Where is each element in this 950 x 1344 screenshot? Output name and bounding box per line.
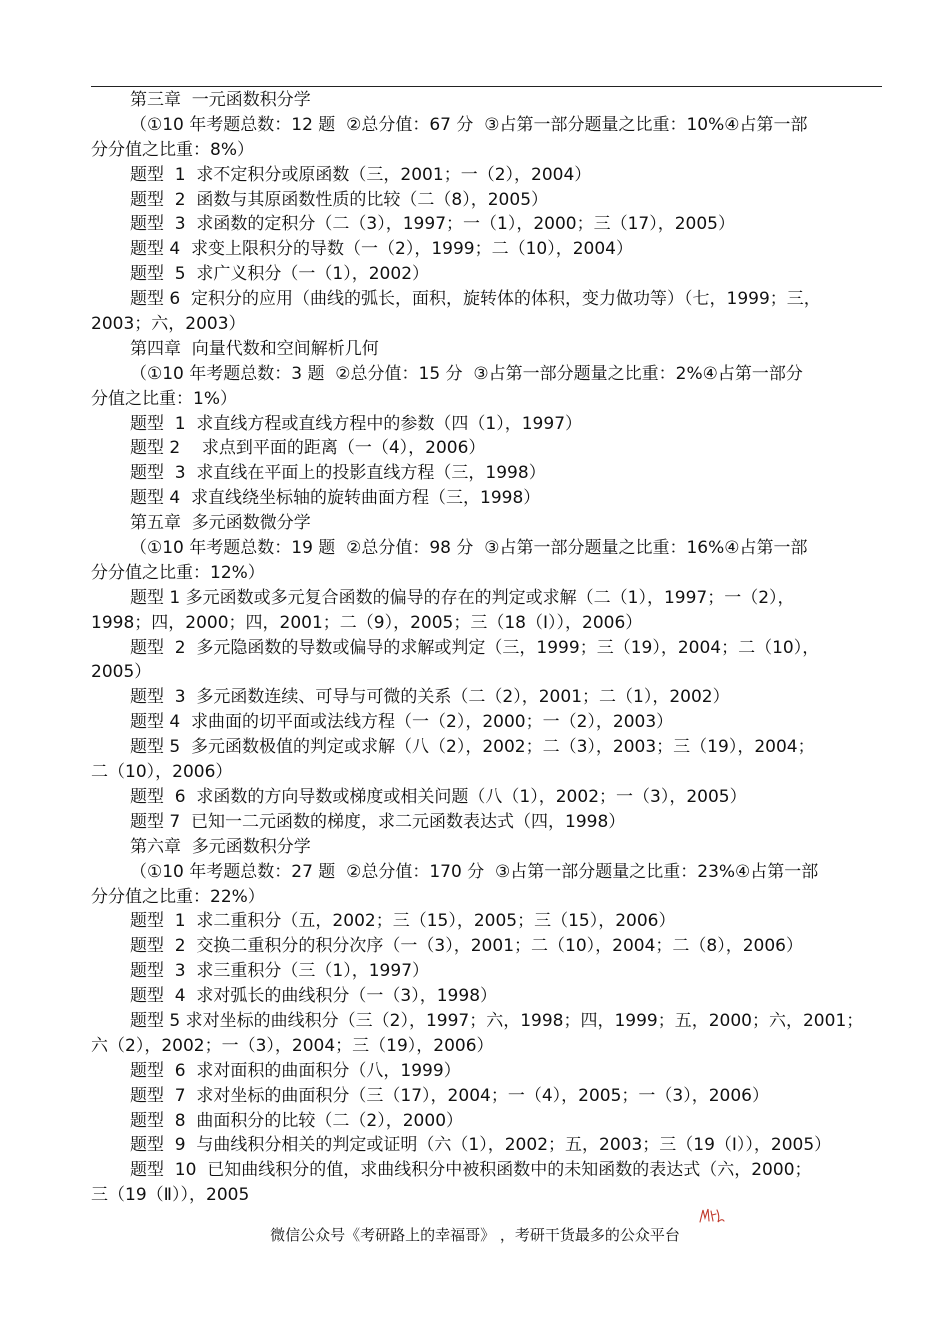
text-line: （①10 年考题总数：27 题 ②总分值：170 分 ③占第一部分题量之比重：23%④占第一部 xyxy=(130,861,819,882)
text-line: 题型 3 求三重积分（三（1），1997） xyxy=(130,961,430,982)
text-line: 题型 2 交换二重积分的积分次序（一（3），2001；二（10），2004；二（8），2006） xyxy=(130,936,803,957)
text-line: 题型 2 函数与其原函数性质的比较（二（8），2005） xyxy=(130,189,549,210)
text-line: 第三章 一元函数积分学 xyxy=(130,90,311,110)
text-line: 题型 3 求函数的定积分（二（3），1997；一（1），2000；三（17），2005） xyxy=(130,214,735,235)
text-line: 题型 1 求不定积分或原函数（三，2001；一（2），2004） xyxy=(130,164,592,185)
text-line: 分分值之比重：12%） xyxy=(91,562,265,583)
text-line: 题型 1 多元函数或多元复合函数的偏导的存在的判定或求解（二（1），1997；一（2）， xyxy=(130,587,795,608)
text-line: 题型 7 已知一二元函数的梯度，求二元函数表达式（四，1998） xyxy=(130,811,626,832)
header-rule xyxy=(91,86,882,87)
text-line: 题型 5 多元函数极值的判定或求解（八（2），2002；二（3），2003；三（19），2004； xyxy=(130,737,815,758)
text-line: 第五章 多元函数微分学 xyxy=(130,513,311,534)
text-line: 1998；四，2000；四，2001；二（9），2005；三（18（Ⅰ）），2006） xyxy=(91,612,643,633)
text-line: 分分值之比重：22%） xyxy=(91,886,265,907)
text-line: 第六章 多元函数积分学 xyxy=(130,836,311,857)
text-line: 题型 5 求广义积分（一（1），2002） xyxy=(130,264,430,285)
document-body xyxy=(91,88,882,1208)
text-line: 题型 2 多元隐函数的导数或偏导的求解或判定（三，1999；三（19），2004；二（10）， xyxy=(130,637,820,658)
text-line: 2003；六，2003） xyxy=(91,314,246,335)
text-line: 2005） xyxy=(91,662,152,683)
text-line: 题型 4 求对弧长的曲线积分（一（3），1998） xyxy=(130,986,498,1007)
text-line: 三（19（Ⅱ）），2005 xyxy=(91,1185,250,1206)
text-line: （①10 年考题总数：19 题 ②总分值：98 分 ③占第一部分题量之比重：16%④占第一部 xyxy=(130,538,808,559)
text-line: 题型 3 多元函数连续、可导与可微的关系（二（2），2001；二（1），2002） xyxy=(130,687,730,708)
text-line: 题型 6 定积分的应用（曲线的弧长，面积，旋转体的体积，变力做功等）（七，1999；三， xyxy=(130,289,821,310)
text-line: （①10 年考题总数：3 题 ②总分值：15 分 ③占第一部分题量之比重：2%④占第一部分 xyxy=(130,363,803,384)
text-line: 六（2），2002；一（3），2004；三（19），2006） xyxy=(91,1035,494,1056)
text-line: 题型 1 求二重积分（五，2002；三（15），2005；三（15），2006） xyxy=(130,911,676,932)
text-line: 题型 8 曲面积分的比较（二（2），2000） xyxy=(130,1110,464,1131)
text-line: 题型 7 求对坐标的曲面积分（三（17），2004；一（4），2005；一（3），2006） xyxy=(130,1085,769,1106)
text-line: 题型 9 与曲线积分相关的判定或证明（六（1），2002；五，2003；三（19（Ⅰ）），2005） xyxy=(130,1135,832,1156)
text-line: 二（10），2006） xyxy=(91,762,233,783)
text-line: 题型 5 求对坐标的曲线积分（三（2），1997；六，1998；四，1999；五，2000；六，2001； xyxy=(130,1010,864,1031)
text-line: 题型 3 求直线在平面上的投影直线方程（三，1998） xyxy=(130,463,546,484)
footer-text: 微信公众号《考研路上的幸福哥》 ，考研干货最多的公众平台 xyxy=(270,1226,680,1244)
red-seal-stamp-icon xyxy=(697,1206,727,1226)
text-line: 第四章 向量代数和空间解析几何 xyxy=(130,338,379,359)
text-line: 分分值之比重：8%） xyxy=(91,139,254,160)
text-line: 题型 4 求直线绕坐标轴的旋转曲面方程（三，1998） xyxy=(130,488,541,509)
text-line: 题型 4 求变上限积分的导数（一（2），1999；二（10），2004） xyxy=(130,239,634,260)
text-line: 题型 4 求曲面的切平面或法线方程（一（2），2000；一（2），2003） xyxy=(130,712,674,733)
text-line: 题型 1 求直线方程或直线方程中的参数（四（1），1997） xyxy=(130,413,583,434)
text-line: 题型 6 求对面积的曲面积分（八，1999） xyxy=(130,1060,461,1081)
text-line: 题型 6 求函数的方向导数或梯度或相关问题（八（1），2002；一（3），2005） xyxy=(130,786,747,807)
text-line: 题型 10 已知曲线积分的值，求曲线积分中被积函数中的未知函数的表达式（六，2000； xyxy=(130,1160,812,1181)
text-line: 分值之比重：1%） xyxy=(91,388,237,409)
text-line: （①10 年考题总数：12 题 ②总分值：67 分 ③占第一部分题量之比重：10%④占第一部 xyxy=(130,114,808,135)
text-line: 题型 2 求点到平面的距离（一（4），2006） xyxy=(130,438,486,459)
